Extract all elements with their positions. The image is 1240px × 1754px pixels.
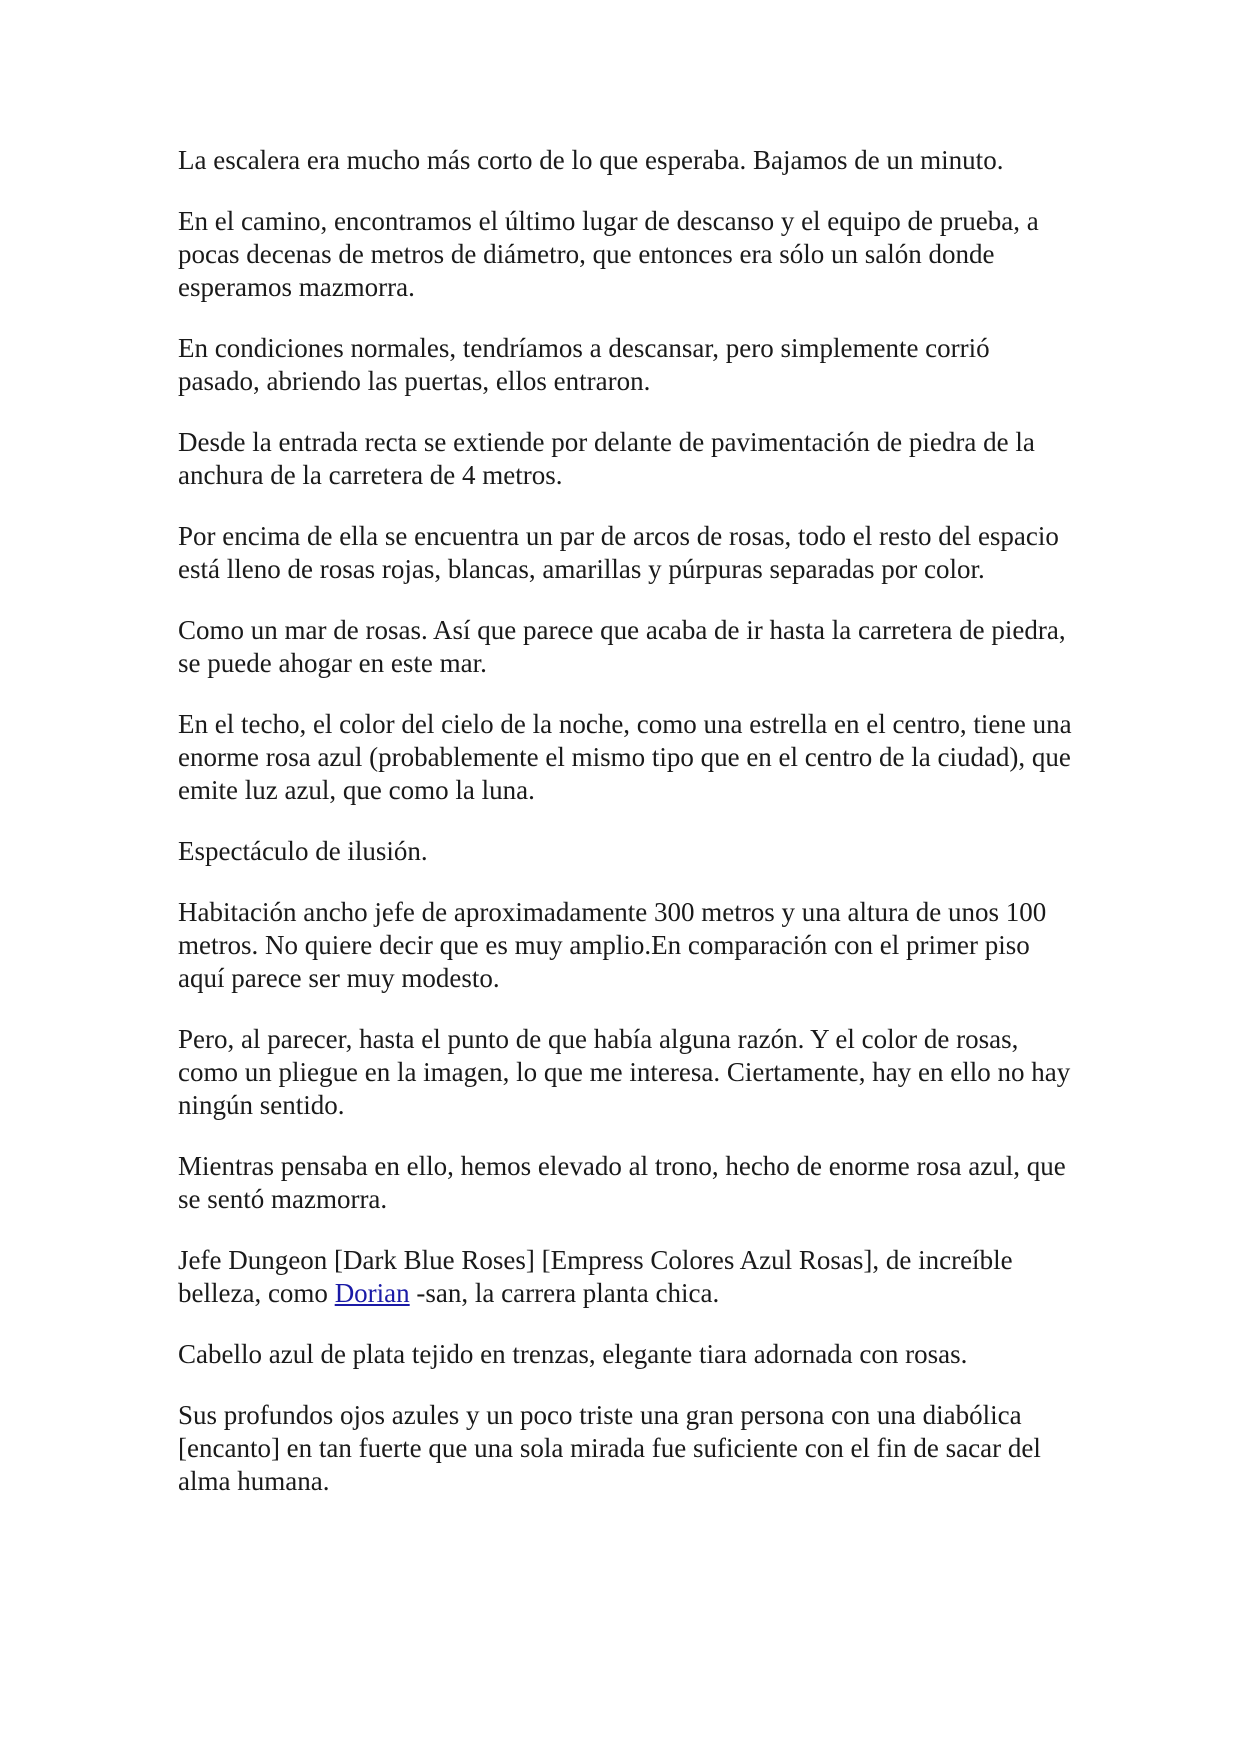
paragraph-text-after-link: -san, la carrera planta chica. [409, 1278, 720, 1308]
paragraph-text: Desde la entrada recta se extiende por delante de pavimentación de piedra de la anchura de la carretera de 4 metros. [178, 427, 1042, 490]
document-body [178, 144, 1078, 1526]
paragraph-3 [178, 332, 1078, 398]
paragraph-text: Como un mar de rosas. Así que parece que acaba de ir hasta la carretera de piedra, se puede ahogar en este mar. [178, 615, 1073, 678]
paragraph-text: En el techo, el color del cielo de la noche, como una estrella en el centro, tiene una enorme rosa azul (probablemente el mismo tipo que en el centro de la ciudad), que emite luz azul, que como la luna. [178, 709, 1079, 805]
paragraph-7 [178, 708, 1078, 807]
paragraph-text: Habitación ancho jefe de aproximadamente 300 metros y una altura de unos 100 metros. No quiere decir que es muy amplio.En comparación con el primer piso aquí parece ser muy modesto. [178, 897, 1053, 993]
paragraph-12 [178, 1244, 1078, 1310]
paragraph-text: En condiciones normales, tendríamos a descansar, pero simplemente corrió pasado, abriendo las puertas, ellos entraron. [178, 333, 997, 396]
paragraph-9 [178, 896, 1078, 995]
paragraph-text: Pero, al parecer, hasta el punto de que había alguna razón. Y el color de rosas, como un pliegue en la imagen, lo que me interesa. Ciertamente, hay en ello no hay ningún sentido. [178, 1024, 1077, 1120]
paragraph-text: En el camino, encontramos el último lugar de descanso y el equipo de prueba, a pocas decenas de metros de diámetro, que entonces era sólo un salón donde esperamos mazmorra. [178, 206, 1046, 302]
paragraph-13 [178, 1338, 1078, 1371]
paragraph-text: Sus profundos ojos azules y un poco triste una gran persona con una diabólica [encanto] en tan fuerte que una sola mirada fue suficiente con el fin de sacar del alma humana. [178, 1400, 1048, 1496]
dorian-link[interactable]: Dorian [334, 1278, 410, 1308]
paragraph-11 [178, 1150, 1078, 1216]
paragraph-text: Mientras pensaba en ello, hemos elevado al trono, hecho de enorme rosa azul, que se sentó mazmorra. [178, 1151, 1073, 1214]
paragraph-text: Espectáculo de ilusión. [178, 836, 428, 866]
paragraph-4 [178, 426, 1078, 492]
paragraph-10 [178, 1023, 1078, 1122]
paragraph-text: La escalera era mucho más corto de lo que esperaba. Bajamos de un minuto. [178, 145, 1004, 175]
paragraph-text-before-link: Jefe Dungeon [Dark Blue Roses] [Empress Colores Azul Rosas], de increíble belleza, como [178, 1245, 1020, 1308]
paragraph-5 [178, 520, 1078, 586]
paragraph-14 [178, 1399, 1078, 1498]
paragraph-2 [178, 205, 1078, 304]
paragraph-text: Cabello azul de plata tejido en trenzas, elegante tiara adornada con rosas. [178, 1339, 968, 1369]
paragraph-1 [178, 144, 1078, 177]
paragraph-6 [178, 614, 1078, 680]
paragraph-text: Por encima de ella se encuentra un par de arcos de rosas, todo el resto del espacio está lleno de rosas rojas, blancas, amarillas y púrpuras separadas por color. [178, 521, 1066, 584]
paragraph-8 [178, 835, 1078, 868]
